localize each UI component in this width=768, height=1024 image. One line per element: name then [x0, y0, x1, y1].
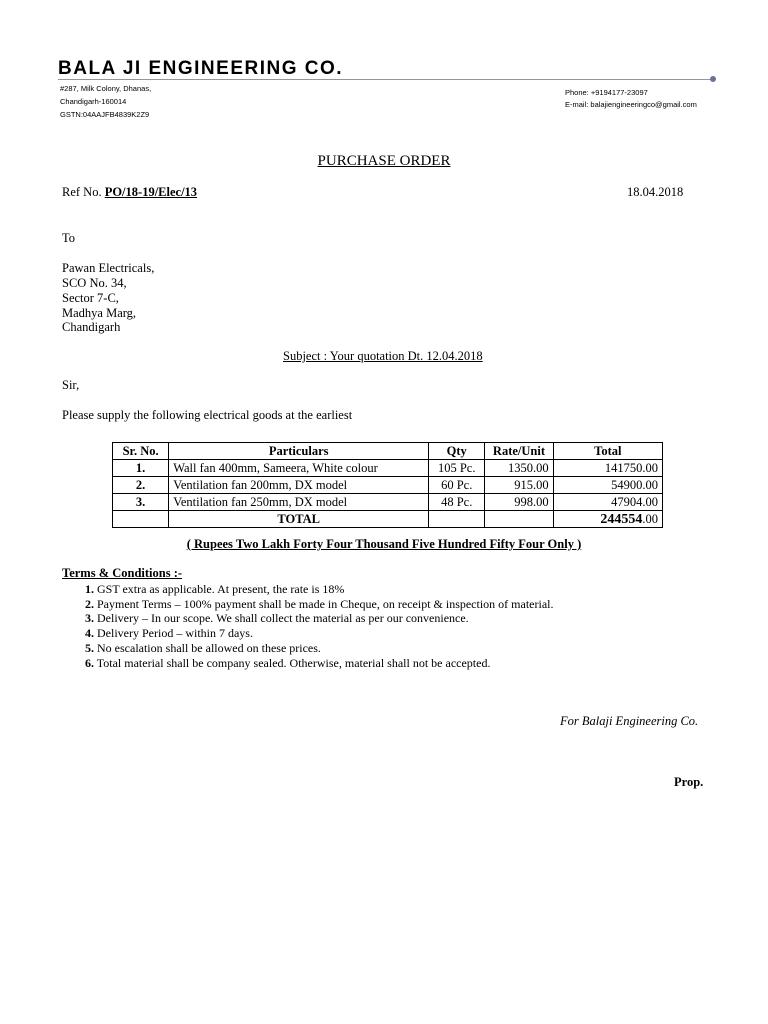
ref-label: Ref No. — [62, 185, 102, 199]
row-rate: 998.00 — [485, 494, 553, 511]
total-row-empty-cell — [113, 511, 169, 528]
row-total: 47904.00 — [553, 494, 662, 511]
total-row-empty-cell — [429, 511, 485, 528]
header-rule — [58, 79, 713, 80]
header-particulars: Particulars — [169, 443, 429, 460]
row-particulars: Wall fan 400mm, Sameera, White colour — [169, 460, 429, 477]
row-rate: 1350.00 — [485, 460, 553, 477]
grand-total-decimals: .00 — [642, 511, 658, 526]
table-row — [113, 460, 663, 477]
subject-line: Subject : Your quotation Dt. 12.04.2018 — [283, 349, 483, 363]
signature-designation: Prop. — [674, 775, 704, 789]
row-total: 141750.00 — [553, 460, 662, 477]
row-sr-no: 2. — [113, 477, 169, 494]
table-row — [113, 477, 663, 494]
row-rate: 915.00 — [485, 477, 553, 494]
recipient-line-2: SCO No. 34, — [62, 276, 127, 290]
row-sr-no: 1. — [113, 460, 169, 477]
table-total-row — [113, 511, 663, 528]
reference-line — [62, 185, 197, 200]
company-email: E-mail: balajiengineeringco@gmail.com — [565, 100, 697, 109]
salutation: Sir, — [62, 378, 80, 392]
row-total: 54900.00 — [553, 477, 662, 494]
header-qty: Qty — [429, 443, 485, 460]
row-particulars: Ventilation fan 250mm, DX model — [169, 494, 429, 511]
header-total: Total — [553, 443, 662, 460]
signature-for-line: For Balaji Engineering Co. — [560, 714, 699, 728]
row-particulars: Ventilation fan 200mm, DX model — [169, 477, 429, 494]
row-qty: 60 Pc. — [429, 477, 485, 494]
recipient-line-1: Pawan Electricals, — [62, 261, 155, 275]
recipient-line-3: Sector 7-C, — [62, 291, 119, 305]
company-phone: Phone: +9194177-23097 — [565, 88, 648, 97]
ref-number: PO/18-19/Elec/13 — [104, 185, 198, 199]
terms-title: Terms & Conditions :- — [62, 566, 183, 580]
table-row — [113, 494, 663, 511]
row-qty: 48 Pc. — [429, 494, 485, 511]
header-sr-no: Sr. No. — [113, 443, 169, 460]
document-title: PURCHASE ORDER — [317, 153, 451, 169]
term-item: 1. GST extra as applicable. At present, the rate is 18% — [85, 582, 345, 596]
intro-text: Please supply the following electrical goods at the earliest — [62, 408, 353, 422]
row-qty: 105 Pc. — [429, 460, 485, 477]
to-label: To — [62, 231, 76, 245]
term-item: 2. Payment Terms – 100% payment shall be made in Cheque, on receipt & inspection of material. — [85, 597, 554, 611]
grand-total — [553, 511, 662, 528]
total-label: TOTAL — [169, 511, 429, 528]
header-rate: Rate/Unit — [485, 443, 553, 460]
row-sr-no: 3. — [113, 494, 169, 511]
recipient-line-5: Chandigarh — [62, 320, 121, 334]
grand-total-main: 244554 — [600, 511, 643, 527]
term-item: 4. Delivery Period – within 7 days. — [85, 626, 253, 640]
company-address-line-2: Chandigarh-160014 — [60, 97, 127, 106]
term-item: 5. No escalation shall be allowed on these prices. — [85, 641, 321, 655]
company-gstn: GSTN:04AAJFB4839K2Z9 — [60, 110, 150, 119]
amount-in-words: ( Rupees Two Lakh Forty Four Thousand Five Hundred Fifty Four Only ) — [186, 537, 582, 551]
items-table — [112, 442, 663, 528]
term-item: 6. Total material shall be company sealed. Otherwise, material shall not be accepted. — [85, 656, 491, 670]
header-rule-dot — [710, 76, 716, 82]
term-item: 3. Delivery – In our scope. We shall collect the material as per our convenience. — [85, 611, 469, 625]
recipient-line-4: Madhya Marg, — [62, 306, 137, 320]
document-date: 18.04.2018 — [627, 185, 684, 199]
total-row-empty-cell — [485, 511, 553, 528]
table-header-row — [113, 443, 663, 460]
company-address-line-1: #287, Milk Colony, Dhanas, — [60, 84, 152, 93]
company-name: BALA JI ENGINEERING CO. — [58, 58, 344, 79]
